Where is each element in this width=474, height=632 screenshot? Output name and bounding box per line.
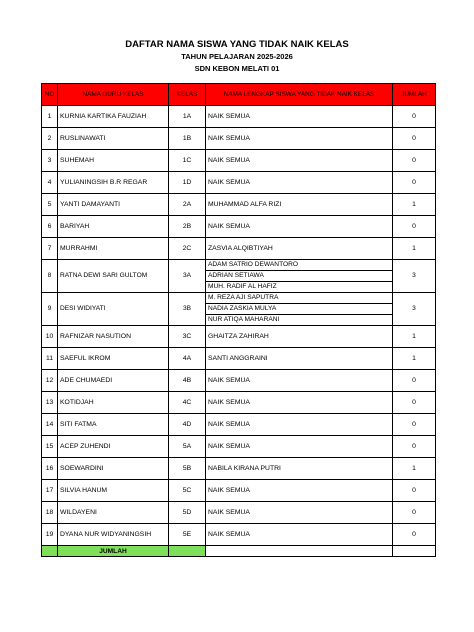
table-row bbox=[42, 458, 436, 480]
class-name: 2A bbox=[169, 194, 206, 216]
teacher-name: SOEWARDINI bbox=[58, 458, 169, 480]
teacher-name: ADE CHUMAEDI bbox=[58, 370, 169, 392]
student-name: ADAM SATRIO DEWANTORO bbox=[206, 260, 393, 271]
class-name: 2B bbox=[169, 216, 206, 238]
student-name: NAIK SEMUA bbox=[206, 216, 393, 238]
student-count: 1 bbox=[393, 458, 436, 480]
teacher-name: SAEFUL IKROM bbox=[58, 348, 169, 370]
teacher-name: SILVIA HANUM bbox=[58, 480, 169, 502]
table-header-row bbox=[42, 84, 436, 106]
student-count: 1 bbox=[393, 194, 436, 216]
footer-jumlah-cell bbox=[393, 546, 436, 557]
class-name: 4B bbox=[169, 370, 206, 392]
table-row bbox=[42, 128, 436, 150]
table-row bbox=[42, 293, 436, 304]
class-name: 5A bbox=[169, 436, 206, 458]
table-row bbox=[42, 326, 436, 348]
row-number: 1 bbox=[42, 106, 58, 128]
student-name: NAIK SEMUA bbox=[206, 106, 393, 128]
footer-siswa-cell bbox=[206, 546, 393, 557]
table-row bbox=[42, 150, 436, 172]
student-name: NAIK SEMUA bbox=[206, 150, 393, 172]
teacher-name: KURNIA KARTIKA FAUZIAH bbox=[58, 106, 169, 128]
student-count: 0 bbox=[393, 502, 436, 524]
student-name: NABILA KIRANA PUTRI bbox=[206, 458, 393, 480]
document-title: DAFTAR NAMA SISWA YANG TIDAK NAIK KELAS bbox=[125, 39, 349, 50]
row-number: 19 bbox=[42, 524, 58, 546]
header-guru: NAMA GURU KELAS bbox=[58, 84, 169, 106]
student-name: NUR ATIQA MAHARANI bbox=[206, 315, 393, 326]
class-name: 5C bbox=[169, 480, 206, 502]
student-name: NAIK SEMUA bbox=[206, 524, 393, 546]
footer-kelas-cell bbox=[169, 546, 206, 557]
student-name: MUH. RADIF AL HAFIZ bbox=[206, 282, 393, 293]
class-name: 5E bbox=[169, 524, 206, 546]
table-body bbox=[42, 106, 436, 546]
table-row bbox=[42, 172, 436, 194]
student-count: 0 bbox=[393, 150, 436, 172]
student-count: 0 bbox=[393, 216, 436, 238]
table-row bbox=[42, 216, 436, 238]
teacher-name: RAFNIZAR NASUTION bbox=[58, 326, 169, 348]
row-number: 8 bbox=[42, 260, 58, 293]
student-name: NAIK SEMUA bbox=[206, 502, 393, 524]
class-name: 1A bbox=[169, 106, 206, 128]
student-count: 0 bbox=[393, 370, 436, 392]
student-name: NAIK SEMUA bbox=[206, 128, 393, 150]
class-name: 5D bbox=[169, 502, 206, 524]
teacher-name: BARIYAH bbox=[58, 216, 169, 238]
table-row bbox=[42, 370, 436, 392]
student-count: 0 bbox=[393, 480, 436, 502]
student-count: 0 bbox=[393, 524, 436, 546]
row-number: 2 bbox=[42, 128, 58, 150]
document-subtitle-year: TAHUN PELAJARAN 2025-2026 bbox=[181, 52, 293, 61]
row-number: 17 bbox=[42, 480, 58, 502]
row-number: 9 bbox=[42, 293, 58, 326]
student-count: 0 bbox=[393, 392, 436, 414]
row-number: 3 bbox=[42, 150, 58, 172]
student-count: 1 bbox=[393, 326, 436, 348]
class-name: 1C bbox=[169, 150, 206, 172]
teacher-name: WILDAYENI bbox=[58, 502, 169, 524]
student-count: 1 bbox=[393, 348, 436, 370]
header-no: NO bbox=[42, 84, 58, 106]
student-count: 0 bbox=[393, 172, 436, 194]
teacher-name: MURRAHMI bbox=[58, 238, 169, 260]
row-number: 6 bbox=[42, 216, 58, 238]
teacher-name: SITI FATMA bbox=[58, 414, 169, 436]
class-name: 4A bbox=[169, 348, 206, 370]
student-count: 0 bbox=[393, 128, 436, 150]
table-row bbox=[42, 106, 436, 128]
row-number: 4 bbox=[42, 172, 58, 194]
table-row bbox=[42, 348, 436, 370]
table-row bbox=[42, 260, 436, 271]
row-number: 14 bbox=[42, 414, 58, 436]
row-number: 7 bbox=[42, 238, 58, 260]
document-subtitle-school: SDN KEBON MELATI 01 bbox=[194, 64, 280, 73]
table-row bbox=[42, 194, 436, 216]
row-number: 10 bbox=[42, 326, 58, 348]
student-name: NAIK SEMUA bbox=[206, 414, 393, 436]
row-number: 13 bbox=[42, 392, 58, 414]
student-count: 0 bbox=[393, 436, 436, 458]
class-name: 1D bbox=[169, 172, 206, 194]
student-name: MUHAMMAD ALFA RIZI bbox=[206, 194, 393, 216]
row-number: 12 bbox=[42, 370, 58, 392]
student-count: 1 bbox=[393, 238, 436, 260]
teacher-name: ACEP ZUHENDI bbox=[58, 436, 169, 458]
table-row bbox=[42, 524, 436, 546]
row-number: 16 bbox=[42, 458, 58, 480]
header-kelas: KELAS bbox=[169, 84, 206, 106]
teacher-name: KOTIDJAH bbox=[58, 392, 169, 414]
teacher-name: YANTI DAMAYANTI bbox=[58, 194, 169, 216]
student-count: 0 bbox=[393, 414, 436, 436]
table-footer-row bbox=[42, 546, 436, 557]
class-name: 3B bbox=[169, 293, 206, 326]
teacher-name: DESI WIDIYATI bbox=[58, 293, 169, 326]
student-name: NAIK SEMUA bbox=[206, 480, 393, 502]
row-number: 11 bbox=[42, 348, 58, 370]
footer-no-cell bbox=[42, 546, 58, 557]
student-name: ZASVIA ALQIBTIYAH bbox=[206, 238, 393, 260]
table-row bbox=[42, 436, 436, 458]
student-count: 3 bbox=[393, 293, 436, 326]
table-row bbox=[42, 480, 436, 502]
student-count: 3 bbox=[393, 260, 436, 293]
document-header bbox=[0, 38, 474, 75]
table-row bbox=[42, 502, 436, 524]
student-name: NAIK SEMUA bbox=[206, 172, 393, 194]
student-count: 0 bbox=[393, 106, 436, 128]
student-name: SANTI ANGGRAINI bbox=[206, 348, 393, 370]
table-row bbox=[42, 392, 436, 414]
table-row bbox=[42, 414, 436, 436]
teacher-name: YULIANINGSIH B.R REGAR bbox=[58, 172, 169, 194]
row-number: 5 bbox=[42, 194, 58, 216]
class-name: 4D bbox=[169, 414, 206, 436]
class-name: 3A bbox=[169, 260, 206, 293]
class-name: 4C bbox=[169, 392, 206, 414]
student-name: ADRIAN SETIAWA bbox=[206, 271, 393, 282]
student-name: NAIK SEMUA bbox=[206, 370, 393, 392]
teacher-name: RUSLINAWATI bbox=[58, 128, 169, 150]
students-table bbox=[41, 83, 436, 557]
student-name: M. REZA AJI SAPUTRA bbox=[206, 293, 393, 304]
teacher-name: SUHEMAH bbox=[58, 150, 169, 172]
teacher-name: RATNA DEWI SARI GULTOM bbox=[58, 260, 169, 293]
class-name: 1B bbox=[169, 128, 206, 150]
student-name: NAIK SEMUA bbox=[206, 392, 393, 414]
table-row bbox=[42, 238, 436, 260]
student-name: NADIA ZASKIA MULYA bbox=[206, 304, 393, 315]
class-name: 5B bbox=[169, 458, 206, 480]
footer-label: JUMLAH bbox=[58, 546, 169, 557]
header-siswa: NAMA LENGKAP SISWA YANG TIDAK NAIK KELAS bbox=[206, 84, 393, 106]
header-jumlah: JUMLAH bbox=[393, 84, 436, 106]
student-name: NAIK SEMUA bbox=[206, 436, 393, 458]
class-name: 2C bbox=[169, 238, 206, 260]
row-number: 18 bbox=[42, 502, 58, 524]
class-name: 3C bbox=[169, 326, 206, 348]
teacher-name: DYANA NUR WIDYANINGSIH bbox=[58, 524, 169, 546]
row-number: 15 bbox=[42, 436, 58, 458]
student-name: GHAITZA ZAHIRAH bbox=[206, 326, 393, 348]
